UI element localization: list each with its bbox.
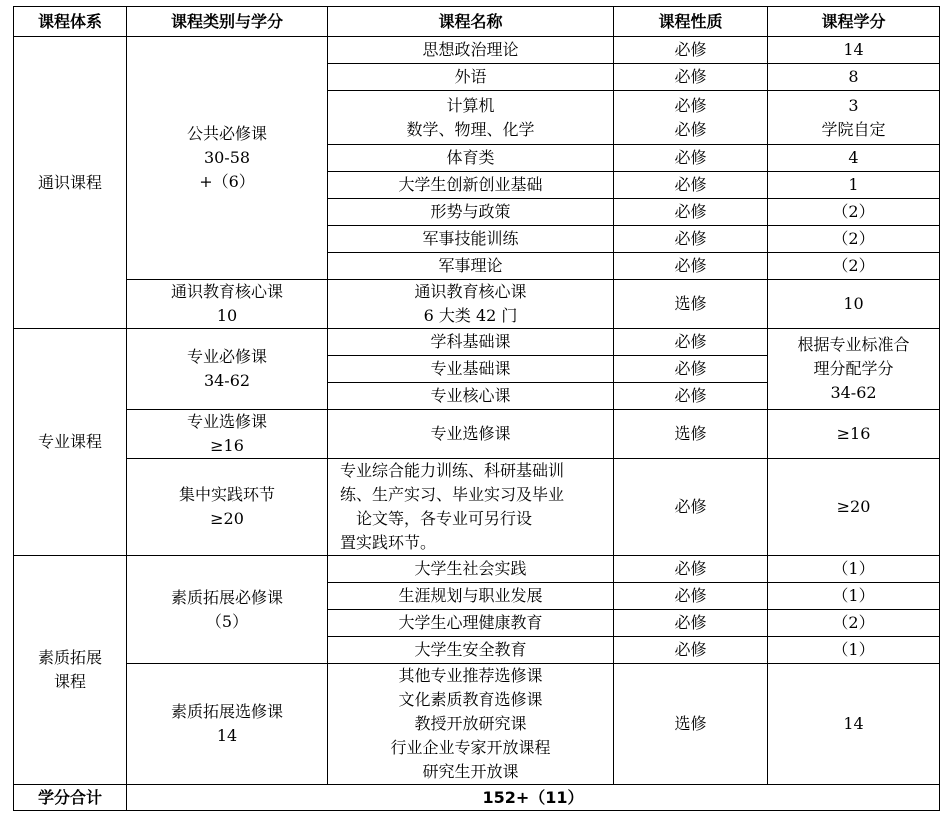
table-row [14,329,940,356]
course-nature: 必修 [614,459,768,556]
category-quality-elective: 素质拓展选修课 14 [127,664,328,785]
course-nature: 选修 [614,410,768,459]
course-nature: 必修 必修 [614,91,768,145]
course-nature: 选修 [614,664,768,785]
course-name: 专业基础课 [328,356,614,383]
course-credit: （1） [768,637,940,664]
course-name: 学科基础课 [328,329,614,356]
course-nature: 必修 [614,583,768,610]
course-credit: （1） [768,583,940,610]
table-row [14,556,940,583]
course-name: 外语 [328,64,614,91]
total-label: 学分合计 [14,785,127,811]
course-nature: 必修 [614,383,768,410]
course-name: 生涯规划与职业发展 [328,583,614,610]
course-credit: 3 学院自定 [768,91,940,145]
system-quality: 素质拓展 课程 [14,556,127,785]
header-row [14,7,940,37]
course-credit: （1） [768,556,940,583]
course-name: 专业核心课 [328,383,614,410]
course-credit: ≥16 [768,410,940,459]
curriculum-credit-table [13,6,940,811]
course-credit: 10 [768,280,940,329]
category-practice: 集中实践环节 ≥20 [127,459,328,556]
category-major-elective: 专业选修课 ≥16 [127,410,328,459]
header-nature: 课程性质 [614,7,768,37]
header-category: 课程类别与学分 [127,7,328,37]
course-nature: 必修 [614,610,768,637]
course-nature: 必修 [614,172,768,199]
course-credit: 4 [768,145,940,172]
course-name: 体育类 [328,145,614,172]
course-name: 大学生创新创业基础 [328,172,614,199]
course-credit: ≥20 [768,459,940,556]
header-system: 课程体系 [14,7,127,37]
course-name: 其他专业推荐选修课 文化素质教育选修课 教授开放研究课 行业企业专家开放课程 研究生开放课 [328,664,614,785]
header-course-name: 课程名称 [328,7,614,37]
table-row [14,410,940,459]
course-nature: 必修 [614,145,768,172]
category-quality-required: 素质拓展必修课 （5） [127,556,328,664]
course-nature: 必修 [614,637,768,664]
system-general: 通识课程 [14,37,127,329]
course-name: 计算机 数学、物理、化学 [328,91,614,145]
course-nature: 必修 [614,329,768,356]
course-credit: 根据专业标准合 理分配学分 34-62 [768,329,940,410]
course-name: 大学生社会实践 [328,556,614,583]
course-name: 通识教育核心课 6 大类 42 门 [328,280,614,329]
course-nature: 必修 [614,356,768,383]
course-nature: 必修 [614,64,768,91]
course-name: 形势与政策 [328,199,614,226]
category-general-core: 通识教育核心课 10 [127,280,328,329]
course-nature: 必修 [614,37,768,64]
course-nature: 必修 [614,199,768,226]
category-public-required: 公共必修课 30-58 +（6） [127,37,328,280]
header-credit: 课程学分 [768,7,940,37]
course-name: 军事理论 [328,253,614,280]
course-name: 专业选修课 [328,410,614,459]
table-row [14,459,940,556]
category-major-required: 专业必修课 34-62 [127,329,328,410]
course-credit: 1 [768,172,940,199]
course-name: 大学生心理健康教育 [328,610,614,637]
table-row [14,37,940,64]
course-credit: （2） [768,610,940,637]
course-name: 大学生安全教育 [328,637,614,664]
course-nature: 选修 [614,280,768,329]
table-row [14,664,940,785]
course-credit: （2） [768,226,940,253]
course-credit: 14 [768,664,940,785]
course-nature: 必修 [614,226,768,253]
course-nature: 必修 [614,556,768,583]
course-name: 军事技能训练 [328,226,614,253]
course-credit: 8 [768,64,940,91]
course-name: 专业综合能力训练、科研基础训 练、生产实习、毕业实习及毕业 论文等，各专业可另行设 置实践环节。 [328,459,614,556]
course-name: 思想政治理论 [328,37,614,64]
table-row [14,280,940,329]
total-row [14,785,940,811]
course-credit: （2） [768,253,940,280]
total-value: 152+（11） [127,785,940,811]
course-nature: 必修 [614,253,768,280]
course-credit: （2） [768,199,940,226]
course-credit: 14 [768,37,940,64]
system-major: 专业课程 [14,329,127,556]
